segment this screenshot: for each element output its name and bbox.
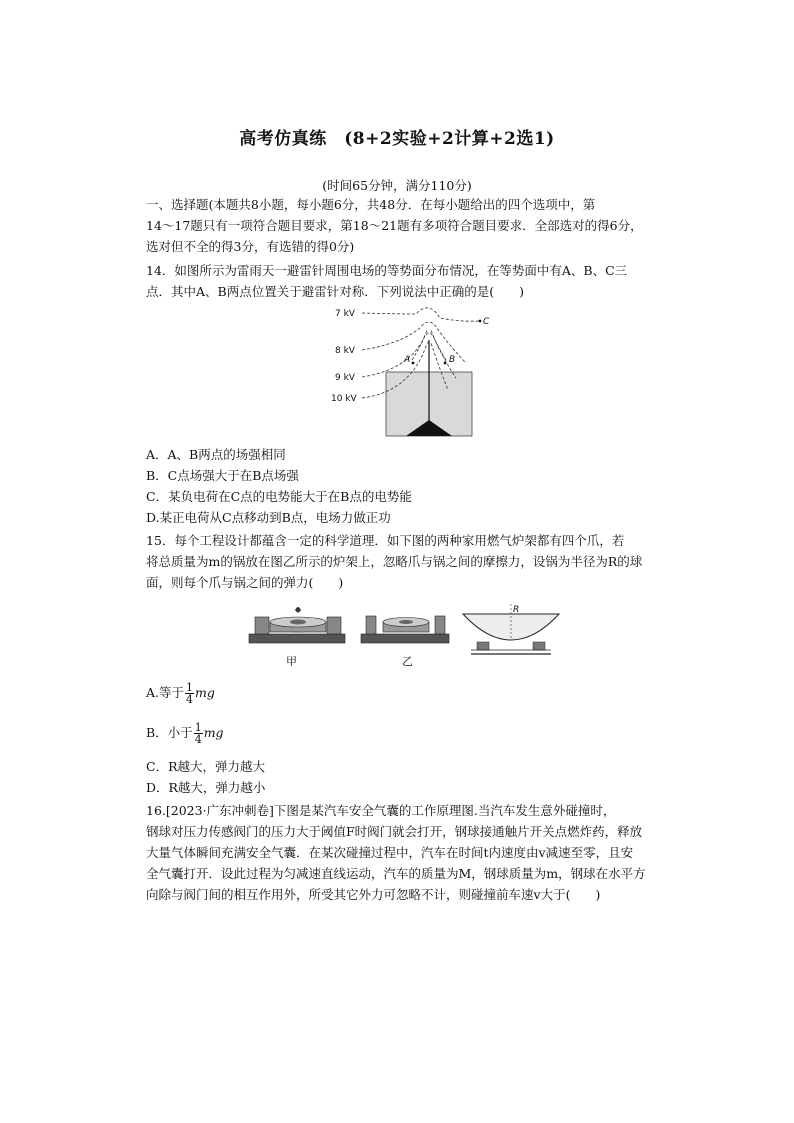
q14-line2: 点．其中A、B两点位置关于避雷针对称．下列说法中正确的是( ) (146, 284, 524, 299)
mg-b: mg (203, 725, 224, 740)
point-b-dot (444, 362, 447, 365)
point-c-dot (479, 320, 482, 323)
point-a-dot (412, 362, 415, 365)
q16-line1: 16.[2023·广东冲刺卷]下图是某汽车安全气囊的工作原理图.当汽车发生意外碰撞时， (146, 803, 616, 818)
q14-option-d: D.某正电荷从C点移动到B点，电场力做正功 (146, 510, 391, 525)
q15-line3: 面，则每个爪与锅之间的弹力( ) (146, 575, 344, 590)
label-8kv: 8 kV (335, 346, 355, 356)
label-7kv: 7 kV (335, 309, 355, 319)
q14-option-a: A．A、B两点的场强相同 (146, 447, 286, 462)
page-title: 高考仿真练 (8+2实验+2计算+2选1) (239, 129, 555, 149)
section1-line1: 一、选择题(本题共8小题，每小题6分，共48分．在每小题给出的四个选项中，第 (146, 197, 596, 212)
section1-line2: 14～17题只有一项符合题目要求，第18～21题有多项符合题目要求．全部选对的得6分， (146, 218, 643, 233)
q15-option-a-prefix: A.等于 (146, 685, 185, 700)
section1-line3: 选对但不全的得3分，有选错的得0分) (146, 239, 355, 254)
q15-option-c: C．R越大，弹力越大 (146, 759, 265, 774)
fraction-quarter-a: $\frac{1}{4}$ (186, 681, 194, 706)
label-point-b: B (449, 355, 456, 365)
fraction-quarter-b: $\frac{1}{4}$ (194, 721, 202, 746)
label-r: R (513, 605, 520, 615)
q14-line1: 14．如图所示为雷雨天一避雷针周围电场的等势面分布情况，在等势面中有A、B、C三 (146, 263, 628, 278)
q15-option-b (146, 722, 224, 745)
q14-option-c: C．某负电荷在C点的电势能大于在B点的电势能 (146, 489, 412, 504)
mg-a: mg (195, 685, 215, 700)
q15-line2: 将总质量为m的锅放在图乙所示的炉架上，忽略爪与锅之间的摩擦力，设锅为半径为R的球 (146, 554, 643, 569)
stove-yi (361, 616, 449, 643)
q15-line1: 15．每个工程设计都蕴含一定的科学道理．如下图的两种家用燃气炉架都有四个爪，若 (146, 533, 625, 548)
stove-jia (249, 607, 345, 643)
label-10kv: 10 kV (331, 394, 357, 404)
q16-line4: 全气囊打开．设此过程为匀减速直线运动，汽车的质量为M，钢球质量为m，钢球在水平方 (146, 866, 646, 881)
curve-inner-right (431, 330, 446, 360)
label-point-a: A (404, 355, 411, 365)
q15-option-a (146, 682, 215, 705)
q16-line3: 大量气体瞬间充满安全气囊．在某次碰撞过程中，汽车在时间t内速度由v减速至零，且安 (146, 845, 634, 860)
curve-7kv (362, 308, 480, 321)
q14-option-b: B．C点场强大于在B点场强 (146, 468, 299, 483)
label-9kv: 9 kV (335, 373, 355, 383)
bowl-on-stand (463, 604, 559, 654)
q16-line5: 向除与阀门间的相互作用外，所受其它外力可忽略不计，则碰撞前车速v大于( ) (146, 887, 601, 902)
time-info: (时间65分钟，满分110分) (322, 178, 472, 193)
label-yi: 乙 (402, 655, 413, 668)
lightning-rod-figure (330, 300, 510, 440)
label-jia: 甲 (286, 655, 297, 668)
q15-option-d: D．R越大，弹力越小 (146, 780, 266, 795)
q15-option-b-prefix: B．小于 (146, 725, 193, 740)
q16-line2: 钢球对压力传感阀门的压力大于阈值F时阀门就会打开，钢球接通触片开关点燃炸药，释放 (146, 824, 643, 839)
label-point-c: C (483, 317, 490, 327)
